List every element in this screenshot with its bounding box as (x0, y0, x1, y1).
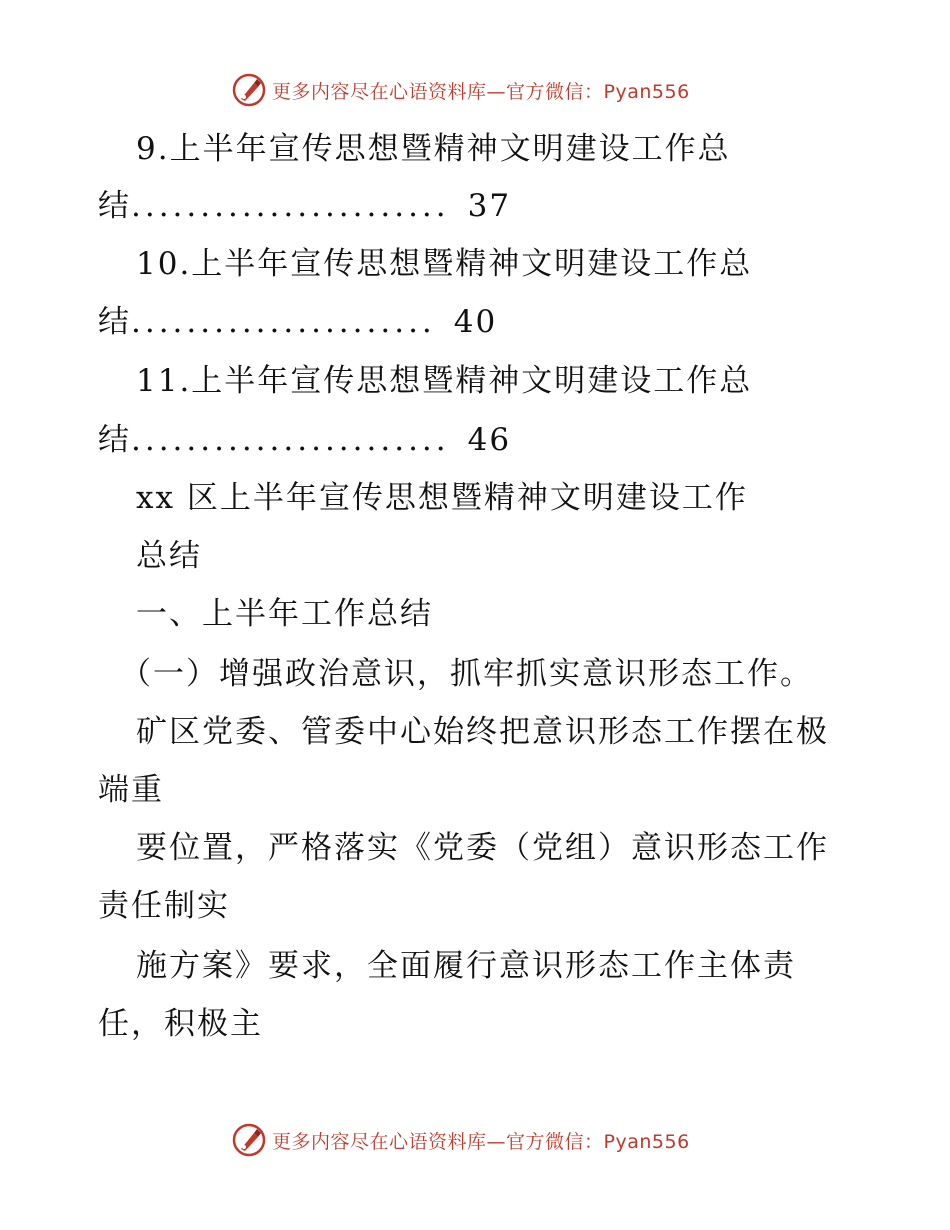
toc-entry-title: 9.上半年宣传思想暨精神文明建设工作总 (136, 131, 731, 167)
header-watermark (232, 72, 752, 108)
toc-entry-cont-text: 结 (98, 304, 131, 340)
section-heading: 一、上半年工作总结 (136, 596, 433, 632)
toc-entry-continuation (98, 186, 511, 226)
toc-leader-dots: ....................... (131, 188, 450, 224)
toc-page-number: 37 (467, 188, 512, 224)
footer-watermark (232, 1122, 752, 1158)
toc-entry-continuation (98, 420, 511, 460)
toc-entry-continuation (98, 302, 497, 342)
paragraph-line: 任，积极主 (98, 1006, 263, 1042)
subsection-heading: （一）增强政治意识，抓牢抓实意识形态工作。 (120, 656, 813, 692)
paragraph-line: 施方案》要求，全面履行意识形态工作主体责 (136, 948, 796, 984)
paragraph-line: 矿区党委、管委中心始终把意识形态工作摆在极 (136, 714, 829, 750)
toc-entry-cont-text: 结 (98, 188, 131, 224)
toc-leader-dots: ...................... (131, 304, 436, 340)
paragraph-line: 责任制实 (98, 888, 230, 924)
pen-logo-icon (232, 73, 266, 107)
toc-entry-cont-text: 结 (98, 422, 131, 458)
toc-leader-dots: ....................... (131, 422, 450, 458)
pen-logo-icon (232, 1123, 266, 1157)
watermark-text: 更多内容尽在心语资料库—官方微信：Pyan556 (272, 1130, 690, 1153)
paragraph-line: 端重 (98, 772, 164, 808)
toc-entry-title: 10.上半年宣传思想暨精神文明建设工作总 (136, 246, 753, 282)
paragraph-line: 要位置，严格落实《党委（党组）意识形态工作 (136, 830, 829, 866)
watermark-text: 更多内容尽在心语资料库—官方微信：Pyan556 (272, 80, 690, 103)
toc-page-number: 40 (453, 304, 498, 340)
document-title-continuation: 总结 (136, 538, 202, 574)
document-title: xx 区上半年宣传思想暨精神文明建设工作 (136, 480, 748, 516)
toc-entry-title: 11.上半年宣传思想暨精神文明建设工作总 (136, 363, 753, 399)
toc-page-number: 46 (467, 422, 512, 458)
